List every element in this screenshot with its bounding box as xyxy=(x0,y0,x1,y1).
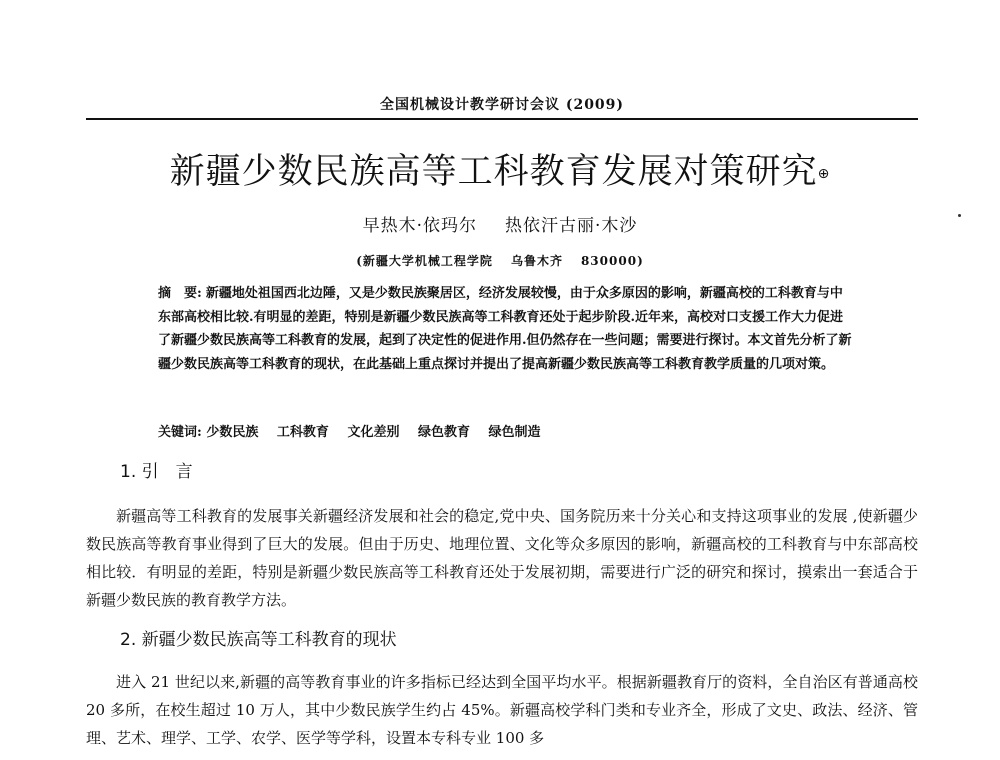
abstract xyxy=(158,282,852,376)
section-body-status xyxy=(86,668,918,752)
header-rule xyxy=(86,118,918,120)
affiliation-institution: 新疆大学机械工程学院 xyxy=(362,254,493,268)
abstract-text: 新疆地处祖国西北边陲，又是少数民族聚居区，经济发展较慢，由于众多原因的影响，新疆高校的工科教育与中东部高校相比较.有明显的差距，特别是新疆少数民族高等工科教育还处于起步阶段.近年来，高校对口支援工作大力促进了新疆少数民族高等工科教育的发展，起到了决定性的促进作用.但仍然存在一些问题；需要进行探讨。本文首先分析了新疆少数民族高等工科教育的现状，在此基础上重点探讨并提出了提高新疆少数民族高等工科教育教学质量的几项对策。 xyxy=(158,286,852,372)
abstract-label: 摘 要: xyxy=(158,286,202,301)
author-line xyxy=(0,214,1000,238)
keywords xyxy=(158,423,852,443)
paragraph: 新疆高等工科教育的发展事关新疆经济发展和社会的稳定,党中央、国务院历来十分关心和支持这项事业的发展 ,使新疆少数民族高等教育事业得到了巨大的发展。但由于历史、地理位置、文化等众多原因的影响，新疆高校的工科教育与中东部高校相比较．有明显的差距，特别是新疆少数民族高等工科教育还处于发展初期，需要进行广泛的研究和探讨，摸索出一套适合于新疆少数民族的教育教学方法。 xyxy=(86,507,918,609)
running-header: 全国机械设计教学研讨会议 (2009) xyxy=(379,97,625,113)
keyword-item: 绿色教育 xyxy=(417,425,470,440)
keyword-item: 少数民族 xyxy=(206,425,259,440)
scan-speck xyxy=(958,214,961,217)
author-second: 热依汗古丽·木沙 xyxy=(505,216,638,236)
section-heading-status: 2. 新疆少数民族高等工科教育的现状 xyxy=(120,630,397,650)
affiliation-postcode: 830000 xyxy=(580,254,638,268)
section-body-introduction xyxy=(86,502,918,614)
paper-title-text: 新疆少数民族高等工科教育发展对策研究 xyxy=(169,152,818,192)
author-first: 早热木·依玛尔 xyxy=(362,216,477,236)
keywords-label: 关键词: xyxy=(158,425,202,440)
keyword-item: 绿色制造 xyxy=(488,425,541,440)
paragraph: 进入 21 世纪以来,新疆的高等教育事业的许多指标已经达到全国平均水平。根据新疆教育厅的资料，全自治区有普通高校 20 多所，在校生超过 10 万人，其中少数民族学生约占 45%。新疆高校学科门类和专业齐全，形成了文史、政法、经济、管理、艺术、理学、工学、农学、医学等学科，设置本专科专业 100 多 xyxy=(86,673,918,747)
section-heading-introduction: 1. 引 言 xyxy=(120,462,193,482)
keyword-item: 工科教育 xyxy=(276,425,329,440)
affiliation-line xyxy=(0,252,1000,270)
title-footnote-mark: ⊕ xyxy=(817,166,831,182)
keyword-item: 文化差别 xyxy=(347,425,400,440)
affiliation-open: ( xyxy=(356,254,363,268)
paper-title xyxy=(0,150,1000,194)
affiliation-close: ) xyxy=(637,254,644,268)
affiliation-city: 乌鲁木齐 xyxy=(510,254,563,268)
